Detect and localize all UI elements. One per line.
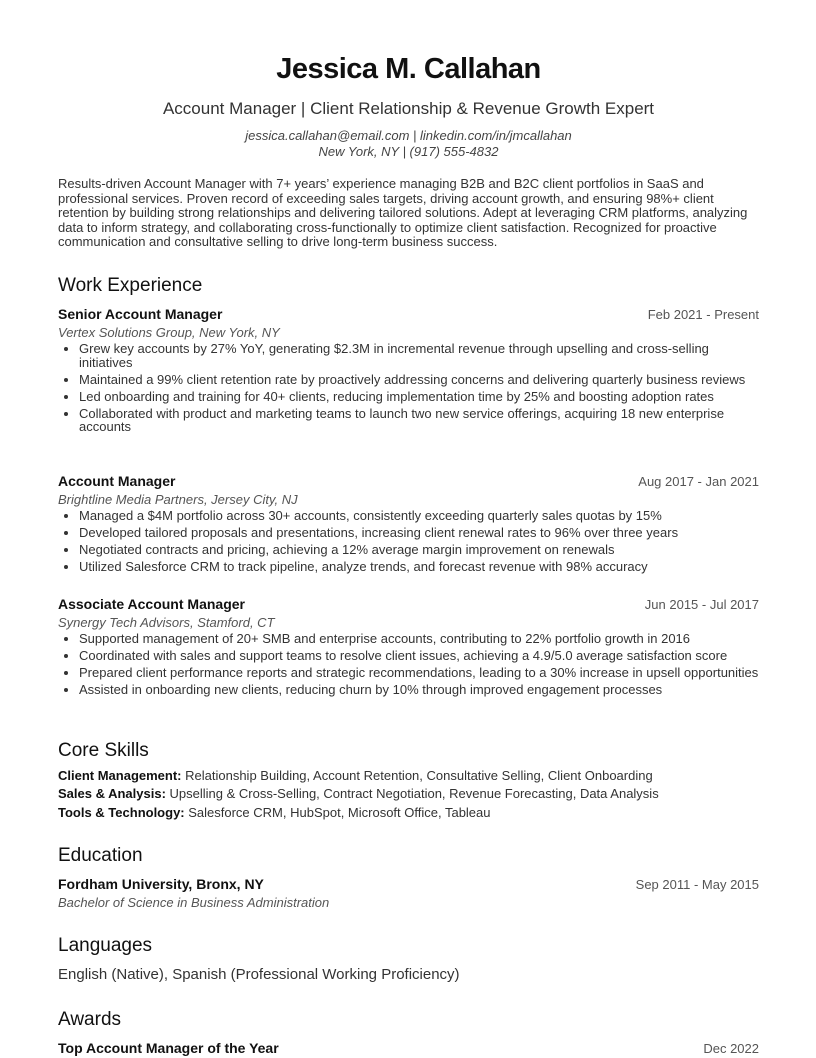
job-bullet: • Utilized Salesforce CRM to track pipeline, analyze trends, and forecast revenue with 98% accuracy — [79, 560, 759, 574]
skill-row — [58, 805, 491, 820]
school-name: Fordham University, Bronx, NY — [58, 876, 264, 892]
contact-email-linkedin: jessica.callahan@email.com | linkedin.com/in/jmcallahan — [245, 128, 572, 143]
job-bullet: • Led onboarding and training for 40+ clients, reducing implementation time by 25% and boosting adoption rates — [79, 390, 759, 404]
skill-row — [58, 768, 653, 783]
education-entry — [58, 876, 759, 911]
job-bullets — [58, 509, 759, 574]
section-title-languages: Languages — [58, 935, 153, 956]
job-bullet: • Maintained a 99% client retention rate by proactively addressing concerns and delivering quarterly business reviews — [79, 373, 759, 387]
award-entry — [58, 1040, 759, 1058]
job-bullet: • Prepared client performance reports and strategic recommendations, leading to a 30% increase in upsell opportunities — [79, 666, 759, 680]
candidate-name: Jessica M. Callahan — [276, 53, 541, 85]
skill-row — [58, 786, 659, 801]
headline: Account Manager | Client Relationship & Revenue Growth Expert — [162, 99, 655, 118]
job-dates: Jun 2015 - Jul 2017 — [644, 597, 759, 612]
job-bullet: • Coordinated with sales and support teams to resolve client issues, achieving a 4.9/5.0 average satisfaction score — [79, 649, 759, 663]
section-title-awards: Awards — [58, 1009, 122, 1030]
skill-list: Upselling & Cross-Selling, Contract Negotiation, Revenue Forecasting, Data Analysis — [165, 786, 659, 801]
skill-list: Relationship Building, Account Retention, Consultative Selling, Client Onboarding — [181, 768, 653, 783]
section-title-work-experience: Work Experience — [58, 275, 203, 296]
job-bullet: • Collaborated with product and marketing teams to launch two new service offerings, acquiring 18 new enterprise accounts — [79, 407, 759, 434]
section-title-core-skills: Core Skills — [58, 740, 149, 761]
education-dates: Sep 2011 - May 2015 — [635, 877, 759, 892]
job-organization: Vertex Solutions Group, New York, NY — [58, 325, 280, 340]
job-dates: Aug 2017 - Jan 2021 — [638, 474, 759, 489]
job-entry — [58, 596, 759, 700]
award-title: Top Account Manager of the Year — [58, 1040, 279, 1056]
job-title: Associate Account Manager — [58, 596, 245, 612]
job-organization: Brightline Media Partners, Jersey City, NJ — [58, 492, 298, 507]
award-date: Dec 2022 — [703, 1041, 759, 1056]
skill-category: Client Management: — [58, 768, 182, 783]
job-bullet: • Developed tailored proposals and presentations, increasing client renewal rates to 96% over three years — [79, 526, 759, 540]
job-bullet: • Supported management of 20+ SMB and enterprise accounts, contributing to 22% portfolio growth in 2016 — [79, 632, 759, 646]
job-title: Account Manager — [58, 473, 176, 489]
skill-list: Salesforce CRM, HubSpot, Microsoft Office, Tableau — [184, 805, 491, 820]
contact-location-phone: New York, NY | (917) 555-4832 — [318, 144, 499, 159]
languages-list: English (Native), Spanish (Professional Working Proficiency) — [58, 966, 460, 983]
job-bullet: • Grew key accounts by 27% YoY, generating $2.3M in incremental revenue through upselling and cross-selling initiatives — [79, 342, 759, 369]
degree: Bachelor of Science in Business Administration — [58, 895, 330, 910]
professional-summary: Results-driven Account Manager with 7+ years’ experience managing B2B and B2C client portfolios in SaaS and professional services. Proven record of exceeding sales targets, driving account growth, and ensuring 98%+ client retention by building strong relationships and delivering tailored solutions. Adept at leveraging CRM platforms, analyzing data to inform strategy, and collaborating cross-functionally to optimize client satisfaction. Recognized for proactive communication and consultative selling to drive long-term business success. — [58, 176, 748, 250]
skill-category: Sales & Analysis: — [58, 786, 166, 801]
job-entry — [58, 306, 759, 437]
job-bullet: • Managed a $4M portfolio across 30+ accounts, consistently exceeding quarterly sales quotas by 15% — [79, 509, 759, 523]
job-entry — [58, 473, 759, 577]
job-organization: Synergy Tech Advisors, Stamford, CT — [58, 615, 275, 630]
job-bullet: • Negotiated contracts and pricing, achieving a 12% average margin improvement on renewals — [79, 543, 759, 557]
job-bullets — [58, 632, 759, 697]
job-dates: Feb 2021 - Present — [647, 307, 759, 322]
section-title-education: Education — [58, 845, 143, 866]
job-bullets — [58, 342, 759, 434]
skill-category: Tools & Technology: — [58, 805, 185, 820]
job-bullet: • Assisted in onboarding new clients, reducing churn by 10% through improved engagement processes — [79, 683, 759, 697]
job-title: Senior Account Manager — [58, 306, 223, 322]
